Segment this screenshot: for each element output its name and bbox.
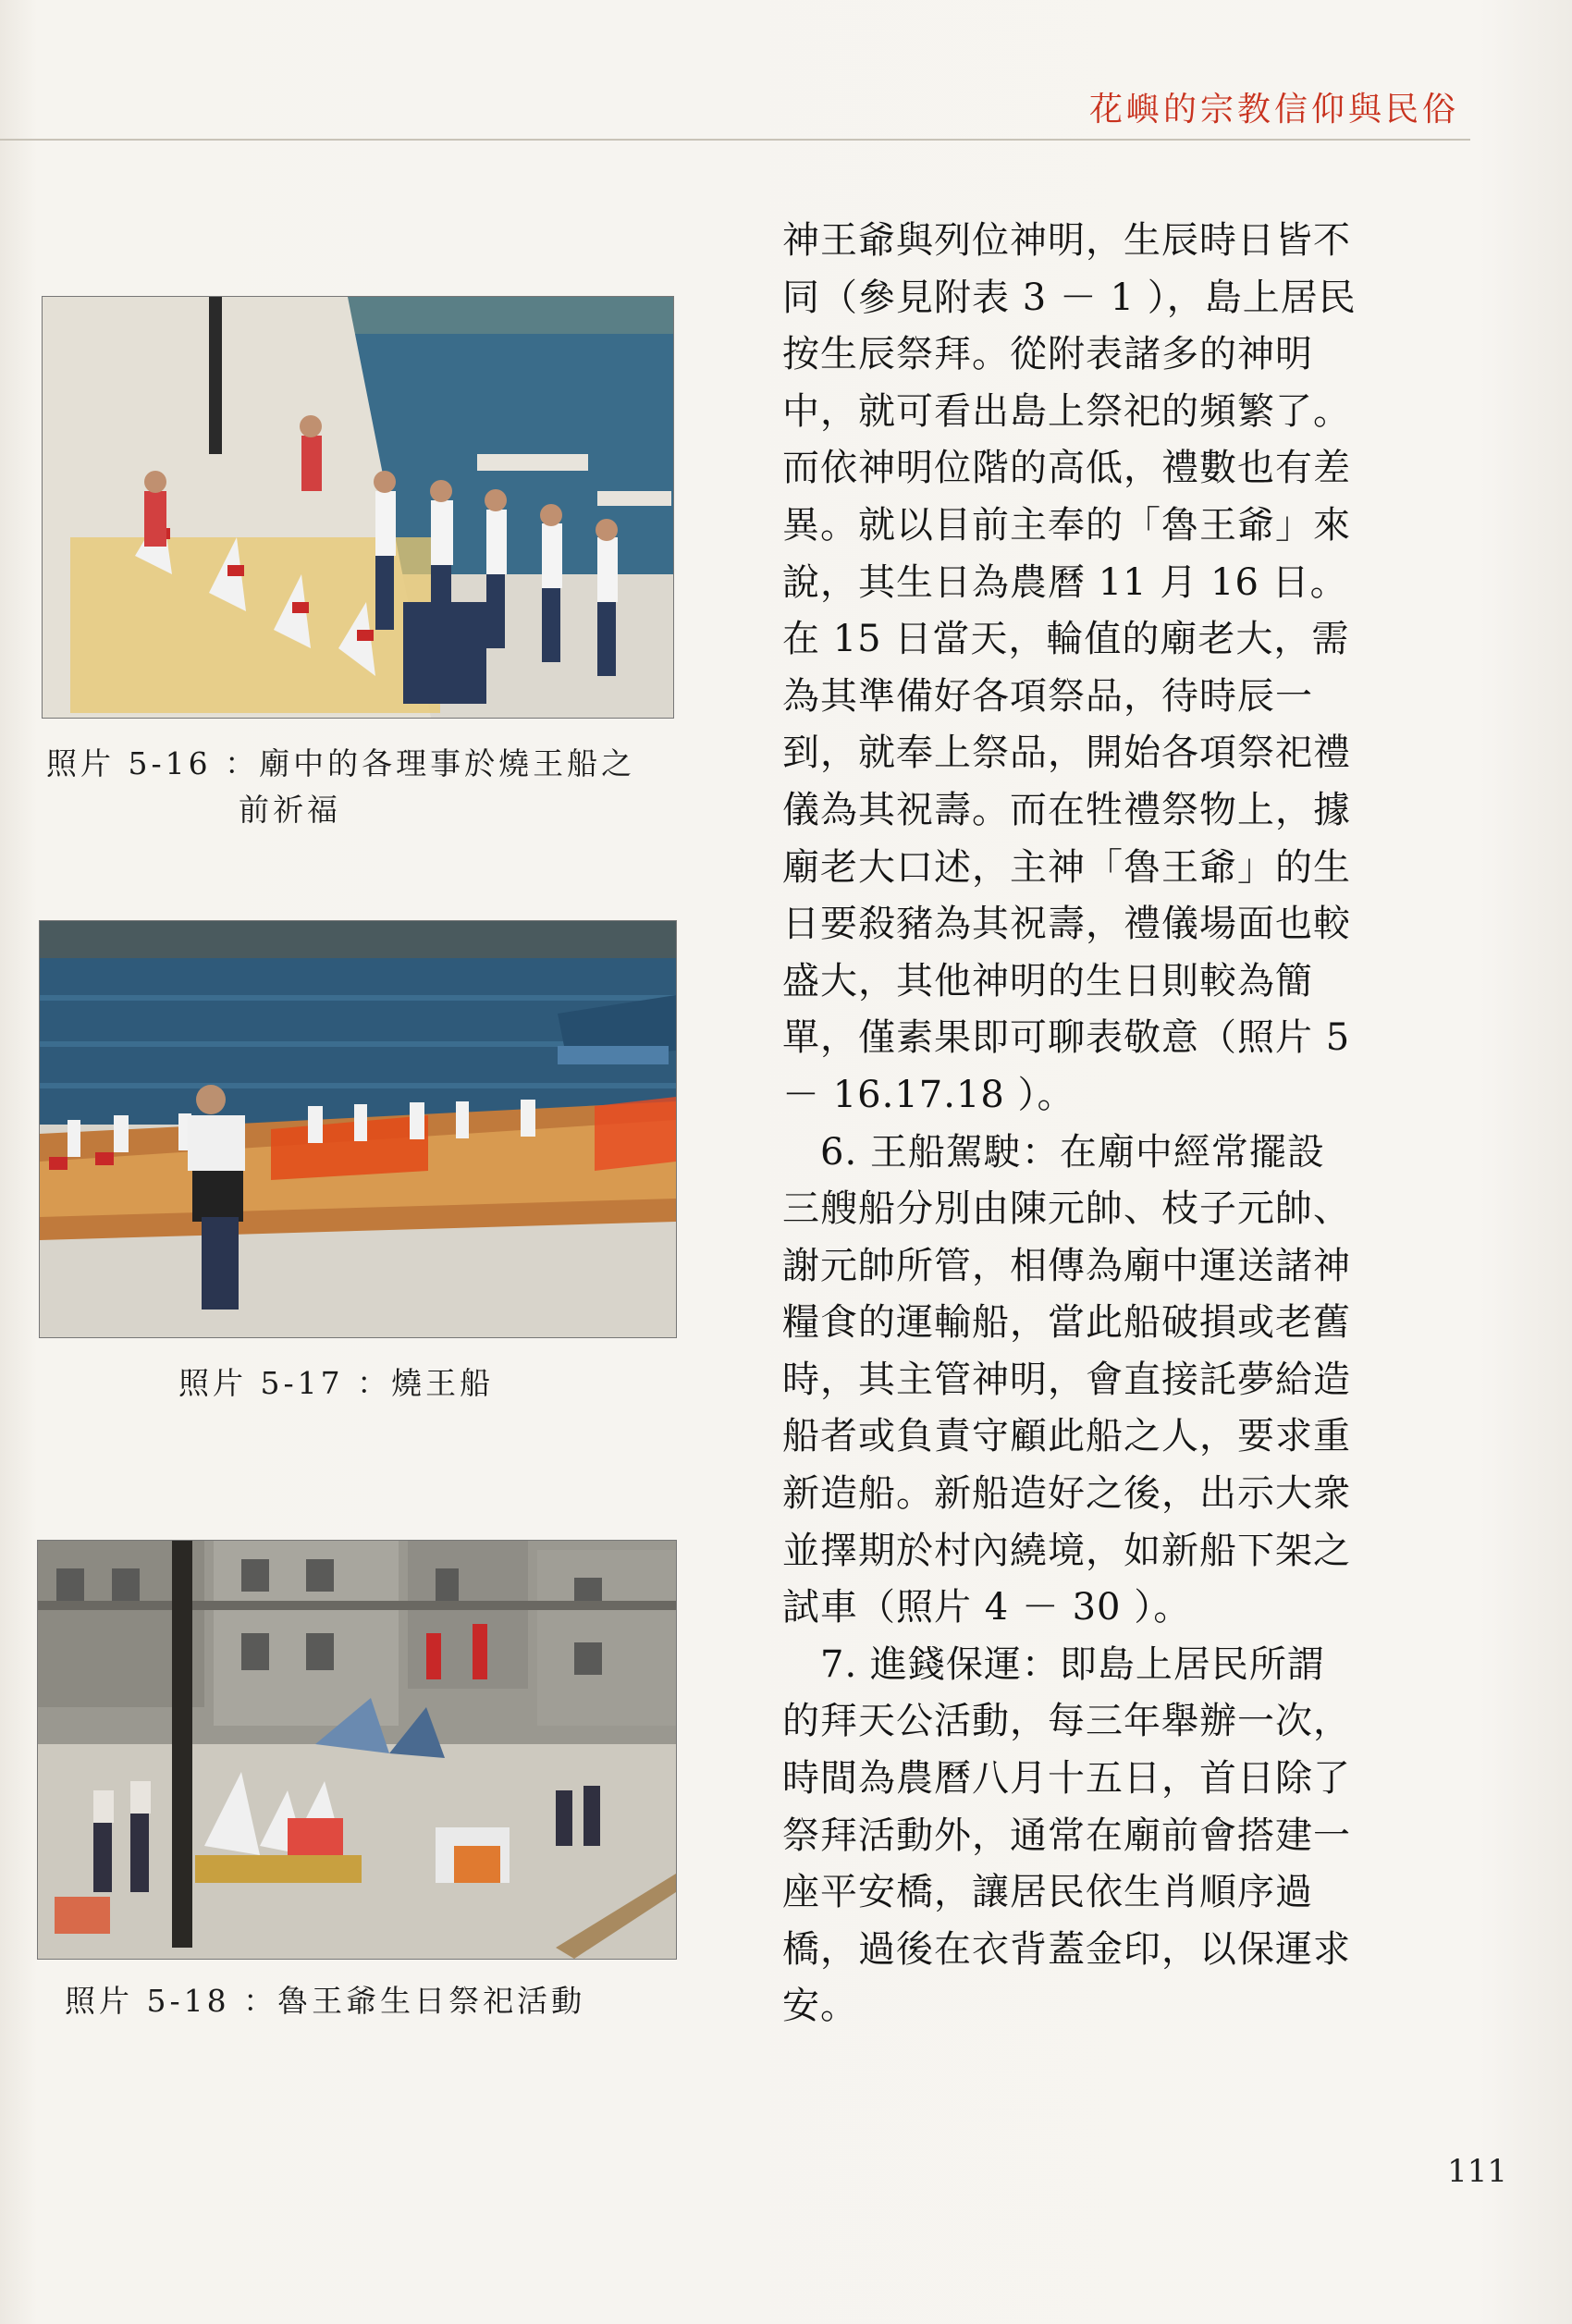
photo-5-18-caption: 照片 5-18 ：魯王爺生日祭祀活動 [65, 1983, 586, 2019]
photo-5-16-caption-line1: 照片 5-16 ：廟中的各理事於燒王船之 [46, 745, 636, 781]
header-rule [0, 139, 1470, 141]
photo-5-18 [37, 1540, 677, 1960]
photo-5-16-caption-line2: 前祈福 [239, 792, 341, 828]
photo-5-17 [39, 920, 677, 1338]
running-header: 花嶼的宗教信仰與民俗 [1088, 91, 1459, 129]
body-paragraph-2: 6. 王船駕駛：在廟中經常擺設 三艘船分別由陳元帥、枝子元帥、 謝元帥所管，相傳為廟中運送諸神 糧食的運輸船，當此船破損或老舊 時，其主管神明，會直接託夢給造 船者或負責守顧此船之人，要求重 新造船。新船造好之後，出示大衆 並擇期於村內繞境，如新船下架之 試車（照片 4 － 30 ）。 [782, 1130, 1351, 1629]
page-number: 111 [1447, 2153, 1507, 2190]
photo-5-16 [42, 296, 674, 719]
body-paragraph-3: 7. 進錢保運：即島上居民所謂 的拜天公活動，每三年舉辦一次， 時間為農曆八月十五日，首日除了 祭拜活動外，通常在廟前會搭建一 座平安橋，讓居民依生肖順序過 橋，過後在衣背蓋金印，以保運求 安。 [782, 1642, 1351, 2028]
body-text-column [782, 213, 1407, 2035]
body-paragraph-1: 神王爺與列位神明，生辰時日皆不 同（參見附表 3 － 1 ），島上居民 按生辰祭拜。從附表諸多的神明 中，就可看出島上祭祀的頻繁了。 而依神明位階的高低，禮數也有差 異。就以目前主奉的「魯王爺」來 說，其生日為農曆 11 月 16 日。 在 15 日當天，輪值的廟老大，需 為其準備好各項祭品，待時辰一 到，就奉上祭品，開始各項祭祀禮 儀為其祝壽。而在牲禮祭物上，據 廟老大口述，主神「魯王爺」的生 日要殺豬為其祝壽，禮儀場面也較 盛大，其他神明的生日則較為簡 單，僅素果即可聊表敬意（照片 5 － 16.17.18 ）。 [782, 219, 1357, 1116]
photo-5-17-caption: 照片 5-17 ：燒王船 [178, 1365, 495, 1401]
